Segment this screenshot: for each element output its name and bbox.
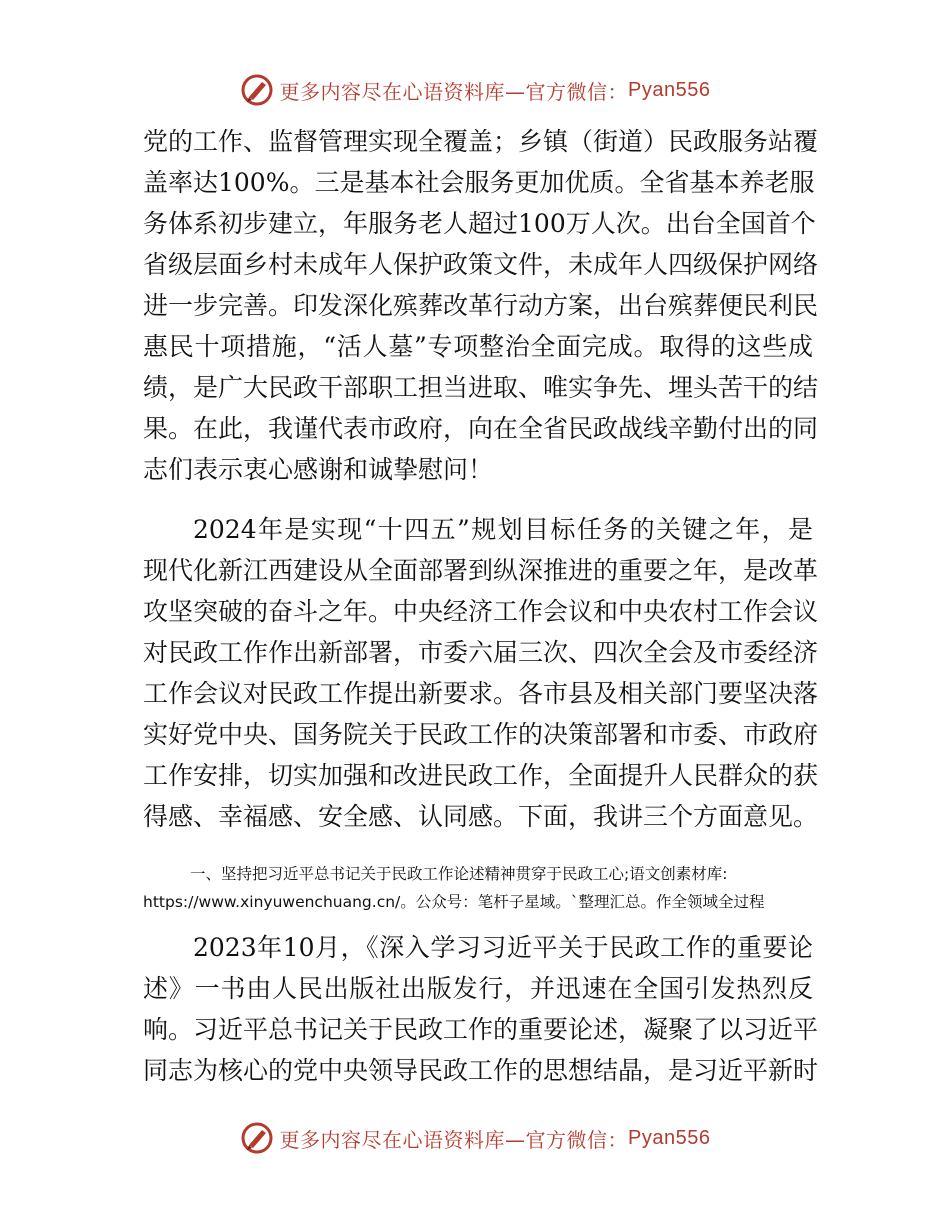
text-line: 2023年10月，《深入学习习近平关于民政工作的重要论: [193, 933, 813, 962]
text-line: 响。习近平总书记关于民政工作的重要论述，凝聚了以习近平: [143, 1015, 819, 1044]
watermark-text: 更多内容尽在心语资料库—官方微信：: [279, 1127, 629, 1152]
pen-logo-icon: [240, 1121, 274, 1155]
heading-line: 一、坚持把习近平总书记关于民政工作论述精神贯穿于民政工心;语文创素材库:: [190, 865, 728, 883]
watermark-text: 更多内容尽在心语资料库—官方微信：: [279, 79, 629, 104]
wechat-id: Pyan556: [628, 1126, 711, 1149]
text-line: 绩，是广大民政干部职工担当进取、唯实争先、埋头苦干的结: [143, 373, 819, 402]
text-line: 务体系初步建立，年服务老人超过100万人次。出台全国首个: [143, 209, 816, 238]
text-line: 述》一书由人民出版社出版发行，并迅速在全国引发热烈反: [143, 974, 813, 1003]
heading-line: https://www.xinyuwenchuang.cn/。公众号：笔杆子星域。`整理汇总。作全领域全过程: [143, 893, 765, 911]
pen-logo-icon: [240, 73, 274, 107]
text-line: 志们表示衷心感谢和诚挚慰问！: [143, 455, 494, 484]
text-line: 省级层面乡村未成年人保护政策文件，未成年人四级保护网络: [143, 250, 819, 279]
text-line: 攻坚突破的奋斗之年。中央经济工作会议和中央农村工作会议: [143, 597, 819, 626]
text-line: 现代化新江西建设从全面部署到纵深推进的重要之年，是改革: [143, 556, 819, 585]
text-line: 工作会议对民政工作提出新要求。各市县及相关部门要坚决落: [143, 679, 819, 708]
text-line: 工作安排，切实加强和改进民政工作，全面提升人民群众的获: [143, 761, 819, 790]
text-line: 2024年是实现“十四五”规划目标任务的关键之年，是: [193, 515, 813, 544]
text-line: 得感、幸福感、安全感、认同感。下面，我讲三个方面意见。: [143, 802, 819, 831]
text-line: 果。在此，我谨代表市政府，向在全省民政战线辛勤付出的同: [143, 414, 819, 443]
text-line: 对民政工作作出新部署，市委六届三次、四次全会及市委经济: [143, 638, 819, 667]
header-watermark: [0, 70, 950, 110]
wechat-id: Pyan556: [628, 78, 711, 101]
text-line: 进一步完善。印发深化殡葬改革行动方案，出台殡葬便民利民: [143, 291, 819, 320]
text-line: 实好党中央、国务院关于民政工作的决策部署和市委、市政府: [143, 720, 819, 749]
text-line: 党的工作、监督管理实现全覆盖；乡镇（街道）民政服务站覆: [143, 127, 819, 156]
text-line: 同志为核心的党中央领导民政工作的思想结晶，是习近平新时: [143, 1056, 819, 1085]
footer-watermark: [0, 1118, 950, 1158]
text-line: 盖率达100%。三是基本社会服务更加优质。全省基本养老服: [143, 168, 815, 197]
text-line: 惠民十项措施，“活人墓”专项整治全面完成。取得的这些成: [143, 332, 813, 361]
